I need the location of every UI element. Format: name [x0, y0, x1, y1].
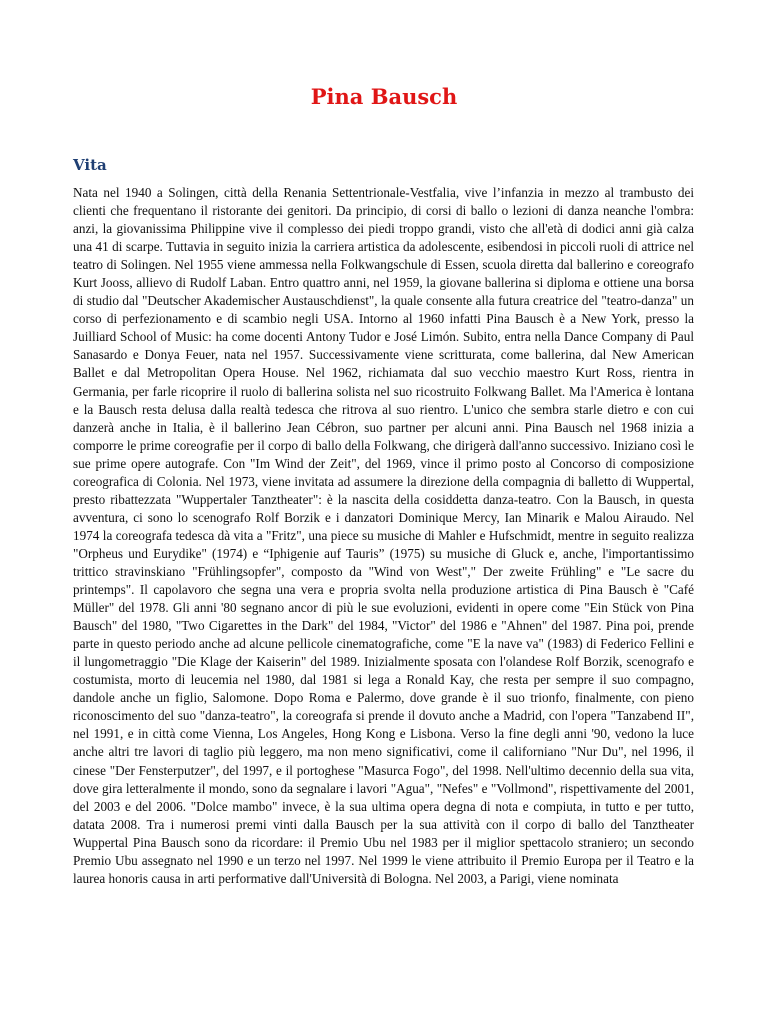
section-heading-vita: Vita [73, 156, 107, 174]
page-title: Pina Bausch [310, 84, 458, 109]
biography-paragraph: Nata nel 1940 a Solingen, città della Renania Settentrionale-Vestfalia, vive l’infanzia in mezzo al trambusto dei clienti che frequentano il ristorante dei genitori. Da principio, di corsi di ballo o lezioni di danza neanche l'ombra: anzi, la giovanissima Philippine vive il complesso dei piedi troppo grandi, visto che all'età di dodici anni già calza una 41 di scarpe. Tuttavia in seguito inizia la carriera artistica da adolescente, esibendosi in piccoli ruoli di attrice nel teatro di Solingen. Nel 1955 viene ammessa nella Folkwangschule di Essen, scuola diretta dal ballerino e coreografo Kurt Jooss, allievo di Rudolf Laban. Entro quattro anni, nel 1959, la giovane ballerina si diploma e ottiene una borsa di studio dal "Deutscher Akademischer Austauschdienst", la quale consente alla futura creatrice del "teatro-danza" un corso di perfezionamento e di scambio negli USA. Intorno al 1960 infatti Pina Bausch è a New York, presso la Juilliard School of Music: ha come docenti Antony Tudor e José Limón. Subito, entra nella Dance Company di Paul Sanasardo e Donya Feuer, nata nel 1957. Successivamente viene scritturata, come ballerina, dal New American Ballet e dal Metropolitan Opera House. Nel 1962, richiamata dal suo vecchio maestro Kurt Ross, rientra in Germania, per farle ricoprire il ruolo di ballerina solista nel suo ricostruito Folkwang Ballet. Ma l'America è lontana e la Bausch resta delusa dalla realtà tedesca che ritrova al suo rientro. L'unico che sembra starle dietro e con cui danzerà anche in Italia, è il ballerino Jean Cébron, suo partner per alcuni anni. Pina Bausch nel 1968 inizia a comporre le prime coreografie per il corpo di ballo della Folkwang, che dirigerà dall'anno successivo. Iniziano così le sue prime opere autografe. Con "Im Wind der Zeit", del 1969, vince il primo posto al Concorso di composizione coreografica di Colonia. Nel 1973, viene invitata ad assumere la direzione della compagnia di balletto di Wuppertal, presto ribattezzata "Wuppertaler Tanztheater": è la nascita della cosiddetta danza-teatro. Con la Bausch, in questa avventura, ci sono lo scenografo Rolf Borzik e i danzatori Dominique Mercy, Ian Minarik e Malou Airaudo. Nel 1974 la coreografa tedesca dà vita a "Fritz", una piece su musiche di Mahler e Hufschmidt, mentre in seguito realizza "Orpheus und Eurydike" (1974) e “Iphigenie auf Tauris” (1975) su musiche di Gluck e, anche, l'importantissimo trittico stravinskiano "Frühlingsopfer", composto da "Wind von West"," Der zweite Frühling" e "Le sacre du printemps". Il capolavoro che segna una vera e propria svolta nella produzione artistica di Pina Bausch è "Café Müller" del 1978. Gli anni '80 segnano ancor di più le sue evoluzioni, evidenti in opere come "Ein Stück von Pina Bausch" del 1980, "Two Cigarettes in the Dark" del 1984, "Victor" del 1986 e "Ahnen" del 1987. Pina poi, prende parte in questo periodo anche ad alcune pellicole cinematografiche, come "E la nave va" (1983) di Federico Fellini e il lungometraggio "Die Klage der Kaiserin" del 1989. Inizialmente sposata con l'olandese Rolf Borzik, scenografo e costumista, morto di leucemia nel 1980, dal 1981 si lega a Ronald Kay, che resta per sempre il suo compagno, dandole anche un figlio, Salomone. Dopo Roma e Palermo, dove grande è il suo trionfo, finalmente, con pieno riconoscimento del suo "danza-teatro", la coreografa si prende il dovuto anche a Madrid, con l'opera "Tanzabend II", nel 1991, e in città come Vienna, Los Angeles, Hong Kong e Lisbona. Verso la fine degli anni '90, vedono la luce anche altri tre lavori di taglio più leggero, ma non meno significativi, come il californiano "Nur Du", nel 1996, il cinese "Der Fensterputzer", del 1997, e il portoghese "Masurca Fogo", del 1998. Nell'ultimo decennio della sua vita, dove gira letteralmente il mondo, sono da segnalare i lavori "Agua", "Nefes" e "Vollmond", rispettivamente del 2001, del 2003 e del 2006. "Dolce mambo" invece, è la sua ultima opera degna di nota e compiuta, in tutto e per tutto, datata 2008. Tra i numerosi premi vinti dalla Bausch per la sua attività con il corpo di ballo del Tanztheater Wuppertal Pina Bausch sono da ricordare: il Premio Ubu nel 1983 per il miglior spettacolo straniero; un secondo Premio Ubu assegnato nel 1990 e un terzo nel 1997. Nel 1999 le viene attribuito il Premio Europa per il Teatro e la laurea honoris causa in arti performative dall'Università di Bologna. Nel 2003, a Parigi, viene nominata [73, 185, 694, 886]
